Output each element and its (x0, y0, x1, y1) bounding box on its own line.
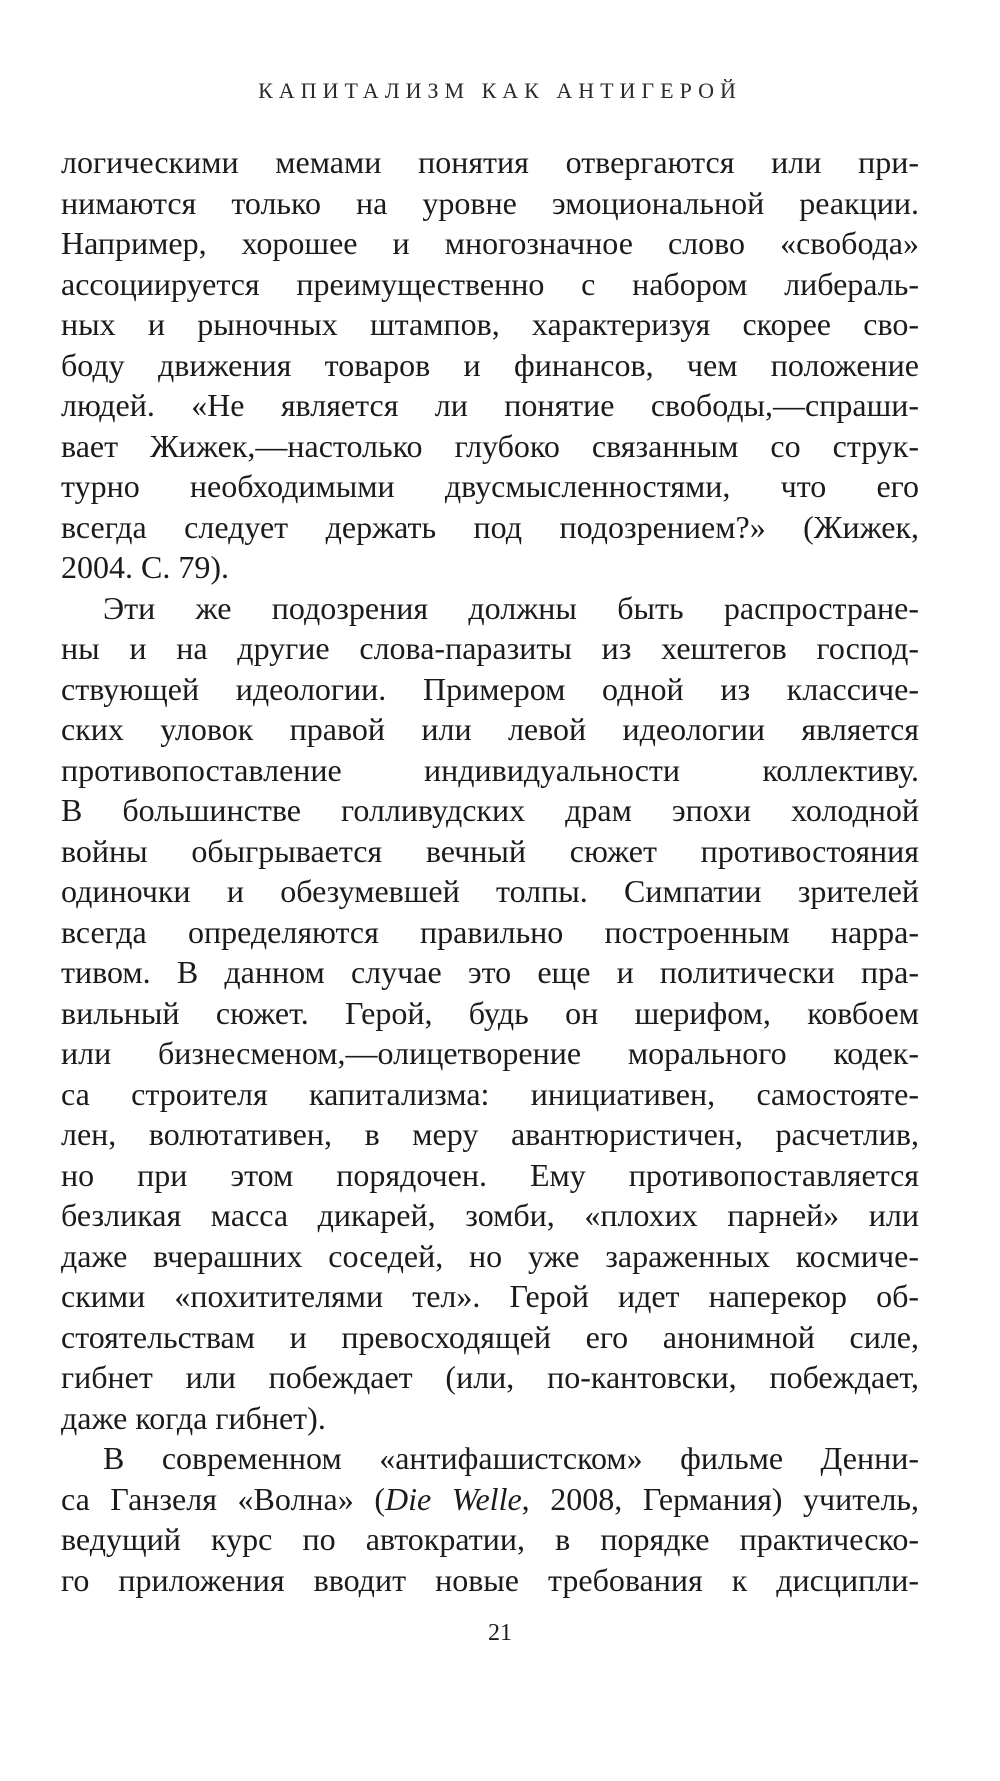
text-line: противопоставление индивидуальности коллективу. (61, 751, 919, 788)
text-line: безликая масса дикарей, зомби, «плохих парней» или (61, 1197, 919, 1233)
text-line: но при этом порядочен. Ему противопоставляется (61, 1156, 919, 1193)
text-line: 2004. С. 79). (61, 549, 229, 585)
text-line: ассоциируется преимущественно с набором либераль- (61, 265, 919, 302)
text-line: одиночки и обезумевшей толпы. Симпатии зрителей (61, 873, 919, 909)
text-line: логическими мемами понятия отвергаются или при- (61, 144, 919, 180)
text-line: го приложения вводит новые требования к дисципли- (61, 1561, 919, 1598)
text-line: боду движения товаров и финансов, чем положение (61, 346, 919, 383)
text-line: нимаются только на уровне эмоциональной реакции. (61, 184, 919, 221)
text-line: даже вчерашних соседей, но уже зараженных космиче- (61, 1237, 919, 1274)
text-segment: , 2008, Германия) учитель, (521, 1480, 919, 1517)
text-line: гибнет или побеждает (или, по-кантовски, побеждает, (61, 1359, 919, 1395)
text-line: стоятельствам и превосходящей его анонимной силе, (61, 1318, 919, 1355)
text-line: вает Жижек,—настолько глубоко связанным со струк- (61, 427, 919, 464)
text-line: скими «похитителями тел». Герой идет наперекор об- (61, 1278, 919, 1314)
text-line: всегда следует держать под подозрением?» (Жижек, (61, 508, 919, 545)
text-line: всегда определяются правильно построенным нарра- (61, 913, 919, 950)
text-line: людей. «Не является ли понятие свободы,—спраши- (61, 387, 919, 423)
text-line: В большинстве голливудских драм эпохи холодной (61, 792, 919, 828)
text-line: даже когда гибнет). (61, 1399, 326, 1436)
page-number: 21 (488, 1620, 512, 1646)
text-line: тивом. В данном случае это еще и политически пра- (61, 954, 919, 990)
text-line: войны обыгрывается вечный сюжет противостояния (61, 832, 919, 869)
text-line: лен, волютативен, в меру авантюристичен, расчетлив, (61, 1116, 919, 1152)
text-line: В современном «антифашистском» фильме Денни- (103, 1440, 919, 1476)
text-line: вильный сюжет. Герой, будь он шерифом, ковбоем (61, 994, 919, 1031)
text-line: ствующей идеологии. Примером одной из классиче- (61, 670, 919, 707)
text-line: ведущий курс по автократии, в порядке практическо- (61, 1521, 919, 1557)
text-line: турно необходимыми двусмысленностями, что его (61, 468, 919, 504)
running-header: КАПИТАЛИЗМ КАК АНТИГЕРОЙ (258, 78, 742, 103)
text-line: Эти же подозрения должны быть распростране- (103, 589, 919, 626)
text-line (61, 1479, 919, 1520)
text-segment: са Ганзеля «Волна» ( (61, 1480, 385, 1517)
text-line: Например, хорошее и многозначное слово «свобода» (61, 225, 919, 261)
text-line: ных и рыночных штампов, характеризуя скорее сво- (61, 306, 919, 342)
text-line: или бизнесменом,—олицетворение морального кодек- (61, 1035, 919, 1071)
body-text (61, 142, 919, 1600)
text-line: са строителя капитализма: инициативен, самостояте- (61, 1075, 919, 1112)
text-line: ны и на другие слова-паразиты из хештегов господ- (61, 630, 919, 666)
film-title-italic: Die Welle (384, 1480, 522, 1517)
text-line: ских уловок правой или левой идеологии является (61, 711, 919, 747)
